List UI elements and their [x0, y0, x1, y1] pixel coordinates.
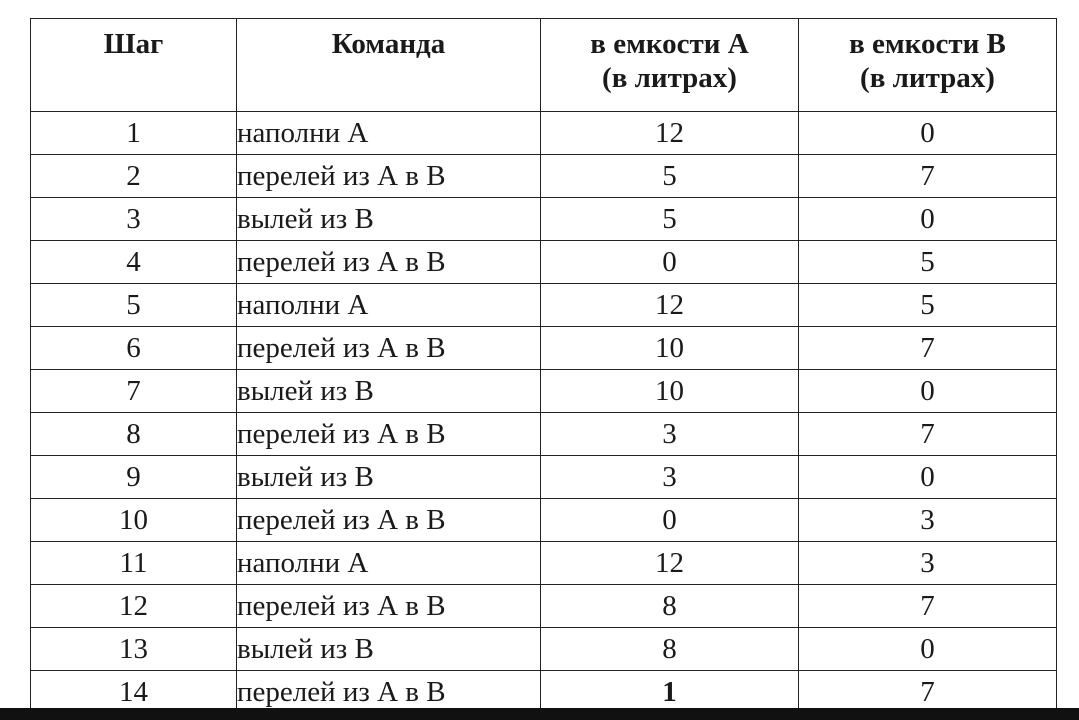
table-row	[31, 198, 1057, 241]
cell-step: 7	[31, 370, 237, 413]
table-row	[31, 112, 1057, 155]
cell-step: 9	[31, 456, 237, 499]
table-row	[31, 284, 1057, 327]
cell-tank-b: 7	[799, 585, 1057, 628]
cell-step: 5	[31, 284, 237, 327]
cell-command: перелей из А в В	[237, 585, 541, 628]
cell-command: перелей из А в В	[237, 671, 541, 714]
table-row	[31, 542, 1057, 585]
table-header-row	[31, 19, 1057, 112]
header-tank-b-line2: (в литрах)	[860, 62, 995, 95]
table-row	[31, 585, 1057, 628]
cell-step: 8	[31, 413, 237, 456]
cell-command: перелей из А в В	[237, 413, 541, 456]
cell-tank-b: 3	[799, 499, 1057, 542]
table-body	[31, 112, 1057, 714]
cell-tank-a: 10	[541, 327, 799, 370]
cell-tank-b: 7	[799, 413, 1057, 456]
cell-command: вылей из В	[237, 370, 541, 413]
cell-tank-a: 8	[541, 628, 799, 671]
cell-tank-b: 0	[799, 456, 1057, 499]
cell-tank-b: 0	[799, 198, 1057, 241]
header-step	[31, 19, 237, 112]
cell-tank-a: 12	[541, 112, 799, 155]
table-row	[31, 155, 1057, 198]
cell-tank-b: 5	[799, 284, 1057, 327]
cell-tank-a-final: 1	[541, 671, 799, 714]
cell-command: перелей из А в В	[237, 155, 541, 198]
header-tank-b	[799, 19, 1057, 112]
header-command	[237, 19, 541, 112]
table-row	[31, 241, 1057, 284]
table-row	[31, 327, 1057, 370]
cell-tank-b: 7	[799, 671, 1057, 714]
cell-command: наполни А	[237, 284, 541, 327]
cell-tank-a: 12	[541, 284, 799, 327]
cell-step: 3	[31, 198, 237, 241]
cell-tank-a: 0	[541, 241, 799, 284]
cell-command: вылей из В	[237, 628, 541, 671]
cell-step: 10	[31, 499, 237, 542]
cell-tank-a: 5	[541, 198, 799, 241]
table-row	[31, 499, 1057, 542]
header-step-label: Шаг	[103, 28, 164, 60]
table-row	[31, 456, 1057, 499]
cell-command: перелей из А в В	[237, 499, 541, 542]
table-row	[31, 628, 1057, 671]
cell-command: вылей из В	[237, 456, 541, 499]
cell-tank-b: 0	[799, 370, 1057, 413]
cell-command: наполни А	[237, 542, 541, 585]
cell-step: 4	[31, 241, 237, 284]
cell-tank-a: 0	[541, 499, 799, 542]
cell-command: вылей из В	[237, 198, 541, 241]
cell-command: перелей из А в В	[237, 241, 541, 284]
header-tank-a-line1: в емкости А	[590, 28, 749, 60]
cell-tank-b: 0	[799, 112, 1057, 155]
cell-command: наполни А	[237, 112, 541, 155]
document-sheet	[30, 18, 1056, 714]
table-row	[31, 413, 1057, 456]
cell-step: 1	[31, 112, 237, 155]
header-tank-a-line2: (в литрах)	[602, 62, 737, 95]
cell-tank-a: 8	[541, 585, 799, 628]
cell-step: 2	[31, 155, 237, 198]
bottom-bar	[0, 708, 1079, 720]
cell-tank-b: 3	[799, 542, 1057, 585]
cell-tank-b: 0	[799, 628, 1057, 671]
cell-step: 11	[31, 542, 237, 585]
cell-step: 13	[31, 628, 237, 671]
cell-step: 12	[31, 585, 237, 628]
water-pouring-table	[30, 18, 1057, 714]
cell-tank-a: 12	[541, 542, 799, 585]
cell-tank-a: 3	[541, 456, 799, 499]
cell-tank-a: 3	[541, 413, 799, 456]
cell-tank-a: 10	[541, 370, 799, 413]
cell-tank-b: 7	[799, 327, 1057, 370]
cell-step: 6	[31, 327, 237, 370]
cell-tank-b: 5	[799, 241, 1057, 284]
header-command-label: Команда	[331, 28, 446, 60]
table-row	[31, 370, 1057, 413]
cell-tank-a: 5	[541, 155, 799, 198]
cell-tank-b: 7	[799, 155, 1057, 198]
cell-command: перелей из А в В	[237, 327, 541, 370]
header-tank-a	[541, 19, 799, 112]
cell-step: 14	[31, 671, 237, 714]
header-tank-b-line1: в емкости В	[849, 28, 1006, 60]
